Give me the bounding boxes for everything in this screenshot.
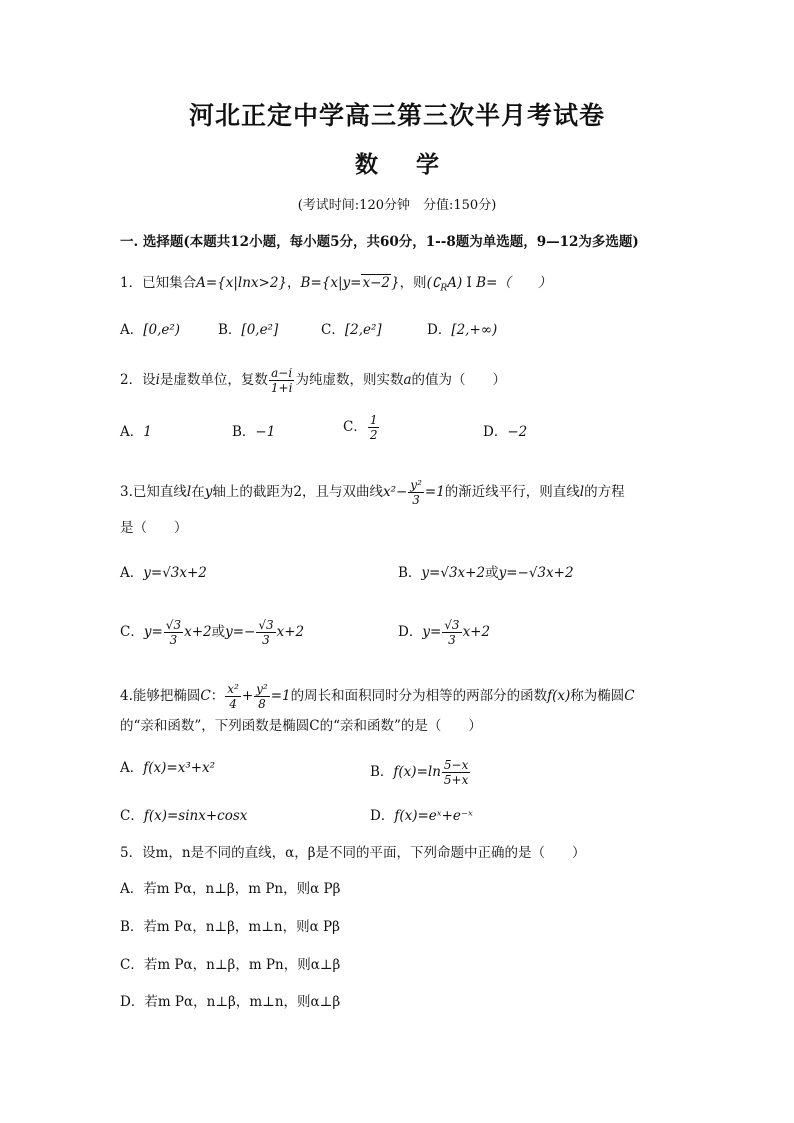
question-3-stem: 3.已知直线l在y轴上的截距为2，且与双曲线x²− $\frac{\text{y²}}{3}$ =1的渐近线平行，则直线l的方程: [120, 478, 625, 507]
question-4-stem: 4.能够把椭圆C： $\frac{\text{x²}}{4}$ + $\frac{\text{y²}}{8}$ =1的周长和面积同时分为相等的两部分的函数f(x)称为椭圆C: [120, 682, 635, 711]
question-5-option-c[interactable]: C．若m Pα，n⊥β，m Pn，则α⊥β: [120, 957, 341, 973]
question-5-option-d[interactable]: D．若m Pα，n⊥β，m⊥n，则α⊥β: [120, 994, 341, 1010]
question-4-option-d[interactable]: D．f(x)=eˣ+e⁻ˣ: [370, 808, 473, 824]
question-1-option-b[interactable]: B．[0,e²]: [218, 322, 279, 338]
subject-title: 数学: [355, 151, 477, 178]
question-1-option-d[interactable]: D．[2,+∞): [427, 322, 498, 338]
exam-info: (考试时间:120分钟 分值:150分): [297, 198, 497, 213]
question-2-option-a[interactable]: A．1: [120, 424, 152, 440]
question-5-stem: 5．设m，n是不同的直线，α，β是不同的平面，下列命题中正确的是（ ）: [120, 845, 586, 861]
question-2-option-b[interactable]: B．−1: [232, 424, 276, 440]
question-1-option-c[interactable]: C．[2,e²]: [321, 322, 382, 338]
question-5-option-a[interactable]: A．若m Pα，n⊥β，m Pn，则α Pβ: [120, 881, 341, 897]
question-1-stem: 1．已知集合A={x|lnx>2}，B={x|y=x−2}，则$(∁_RA)$ I B=（ ）: [120, 275, 552, 294]
exam-title: 河北正定中学高三第三次半月考试卷: [188, 101, 605, 130]
question-4-option-a[interactable]: A．f(x)=x³+x²: [120, 760, 216, 776]
question-3-option-d[interactable]: D．y= $\frac{√3}{3}$ x+2: [398, 618, 491, 647]
question-4-option-b[interactable]: B．f(x)=ln $\frac{5-x}{5+x}$: [370, 758, 469, 787]
question-5-option-b[interactable]: B．若m Pα，n⊥β，m⊥n，则α Pβ: [120, 919, 340, 935]
question-2-stem: 2．设i是虚数单位，复数 $\frac{a-i}{1+i}$ 为纯虚数，则实数a的值为（ ）: [120, 366, 507, 395]
question-3-stem-cont: 是（ ）: [120, 520, 188, 536]
question-3-option-c[interactable]: C．y= $\frac{√3}{3}$ x+2或y=− $\frac{√3}{3}$ x+2: [120, 618, 305, 647]
question-2-option-c[interactable]: C． $\frac{1}{2}$: [343, 413, 378, 442]
question-1-option-a[interactable]: A．[0,e²): [120, 322, 181, 338]
question-4-option-c[interactable]: C．f(x)=sinx+cosx: [120, 808, 248, 824]
section-heading: 一. 选择题(本题共12小题，每小题5分，共60分，1--8题为单选题，9—12为多选题): [120, 234, 639, 250]
fraction: $\frac{a-i}{1+i}$: [270, 366, 293, 395]
question-4-stem-cont: 的“亲和函数”，下列函数是椭圆C的“亲和函数”的是（ ）: [120, 718, 482, 734]
question-3-option-a[interactable]: A．y=√3x+2: [120, 565, 207, 581]
question-3-option-b[interactable]: B．y=√3x+2或y=−√3x+2: [398, 565, 574, 581]
question-2-option-d[interactable]: D．−2: [483, 424, 528, 440]
